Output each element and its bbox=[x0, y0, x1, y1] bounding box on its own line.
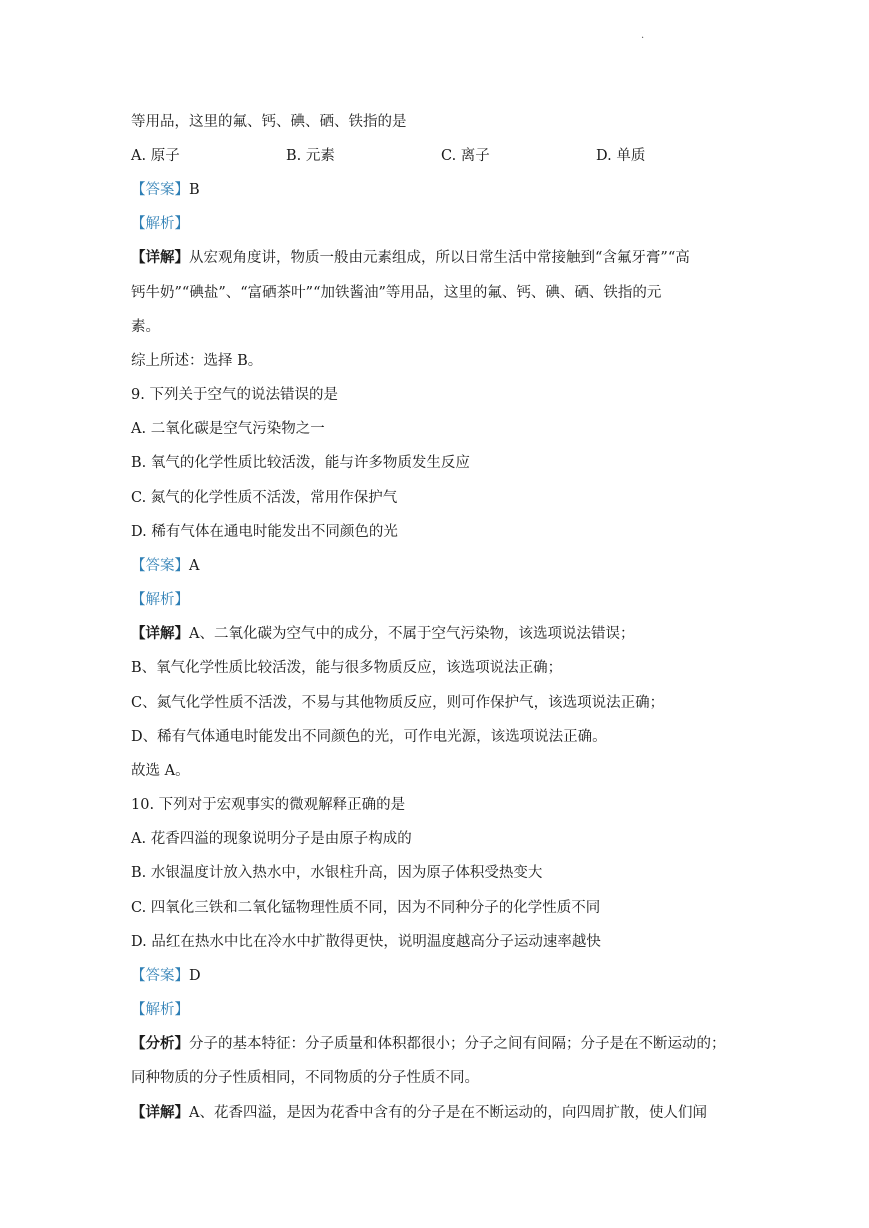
q10-analysis-line-2: 同种物质的分子性质相同，不同物质的分子性质不同。 bbox=[131, 1070, 479, 1086]
detail-tag: 【详解】 bbox=[131, 625, 189, 642]
q9-option-c: C. 氮气的化学性质不活泼，常用作保护气 bbox=[131, 490, 398, 506]
q10-analysis-line-1 bbox=[131, 1034, 751, 1054]
detail-text: A、花香四溢，是因为花香中含有的分子是在不断运动的，向四周扩散，使人们闻 bbox=[189, 1105, 707, 1121]
q9-detail-line-4: D、稀有气体通电时能发出不同颜色的光，可作电光源，该选项说法正确。 bbox=[131, 729, 607, 745]
q8-analysis-tag: 【解析】 bbox=[131, 216, 189, 232]
header-dot: . bbox=[641, 30, 645, 41]
answer-tag: 【答案】 bbox=[131, 558, 189, 574]
q8-option-c: C. 离子 bbox=[441, 148, 490, 164]
detail-text: 从宏观角度讲，物质一般由元素组成，所以日常生活中常接触到“含氟牙膏”“高 bbox=[189, 250, 690, 266]
q10-option-c: C. 四氧化三铁和二氧化锰物理性质不同，因为不同种分子的化学性质不同 bbox=[131, 900, 601, 916]
answer-value: D bbox=[189, 968, 201, 984]
q8-summary: 综上所述：选择 B。 bbox=[131, 353, 263, 369]
q10-option-a: A. 花香四溢的现象说明分子是由原子构成的 bbox=[131, 831, 412, 847]
q8-answer bbox=[131, 180, 751, 200]
analysis-sub-tag: 【分析】 bbox=[131, 1035, 189, 1052]
q8-detail-line-2: 钙牛奶”“碘盐”、“富硒茶叶”“加铁酱油”等用品，这里的氟、钙、碘、硒、铁指的元 bbox=[131, 285, 662, 301]
q10-stem: 10. 下列对于宏观事实的微观解释正确的是 bbox=[131, 797, 406, 813]
q9-detail-line-1 bbox=[131, 624, 751, 644]
q10-answer bbox=[131, 966, 751, 986]
q8-detail-line-1 bbox=[131, 248, 751, 268]
answer-tag: 【答案】 bbox=[131, 182, 189, 198]
answer-tag: 【答案】 bbox=[131, 968, 189, 984]
detail-tag: 【详解】 bbox=[131, 249, 189, 266]
q9-summary: 故选 A。 bbox=[131, 763, 190, 779]
q10-option-d: D. 品红在热水中比在冷水中扩散得更快，说明温度越高分子运动速率越快 bbox=[131, 934, 601, 950]
q9-option-d: D. 稀有气体在通电时能发出不同颜色的光 bbox=[131, 524, 398, 540]
answer-value: A bbox=[189, 558, 200, 574]
q9-option-b: B. 氧气的化学性质比较活泼，能与许多物质发生反应 bbox=[131, 455, 470, 471]
q9-answer bbox=[131, 556, 751, 576]
answer-value: B bbox=[189, 182, 200, 198]
q10-analysis-tag: 【解析】 bbox=[131, 1002, 189, 1018]
q9-detail-line-3: C、氮气化学性质不活泼，不易与其他物质反应，则可作保护气，该选项说法正确； bbox=[131, 695, 665, 711]
q8-option-d: D. 单质 bbox=[596, 148, 646, 164]
q8-options bbox=[131, 146, 751, 166]
q9-option-a: A. 二氧化碳是空气污染物之一 bbox=[131, 421, 325, 437]
q8-option-a: A. 原子 bbox=[131, 148, 180, 164]
q9-stem: 9. 下列关于空气的说法错误的是 bbox=[131, 387, 338, 403]
q8-option-b: B. 元素 bbox=[286, 148, 335, 164]
q8-stem-tail: 等用品，这里的氟、钙、碘、硒、铁指的是 bbox=[131, 114, 407, 130]
q8-detail-line-3: 素。 bbox=[131, 319, 160, 335]
q10-detail-line-1 bbox=[131, 1103, 751, 1123]
q9-detail-line-2: B、氧气化学性质比较活泼，能与很多物质反应，该选项说法正确； bbox=[131, 660, 563, 676]
detail-tag: 【详解】 bbox=[131, 1104, 189, 1121]
q10-option-b: B. 水银温度计放入热水中，水银柱升高，因为原子体积受热变大 bbox=[131, 865, 543, 881]
analysis-text: 分子的基本特征：分子质量和体积都很小；分子之间有间隔；分子是在不断运动的； bbox=[189, 1036, 726, 1052]
detail-text: A、二氧化碳为空气中的成分，不属于空气污染物，该选项说法错误； bbox=[189, 626, 635, 642]
q9-analysis-tag: 【解析】 bbox=[131, 592, 189, 608]
